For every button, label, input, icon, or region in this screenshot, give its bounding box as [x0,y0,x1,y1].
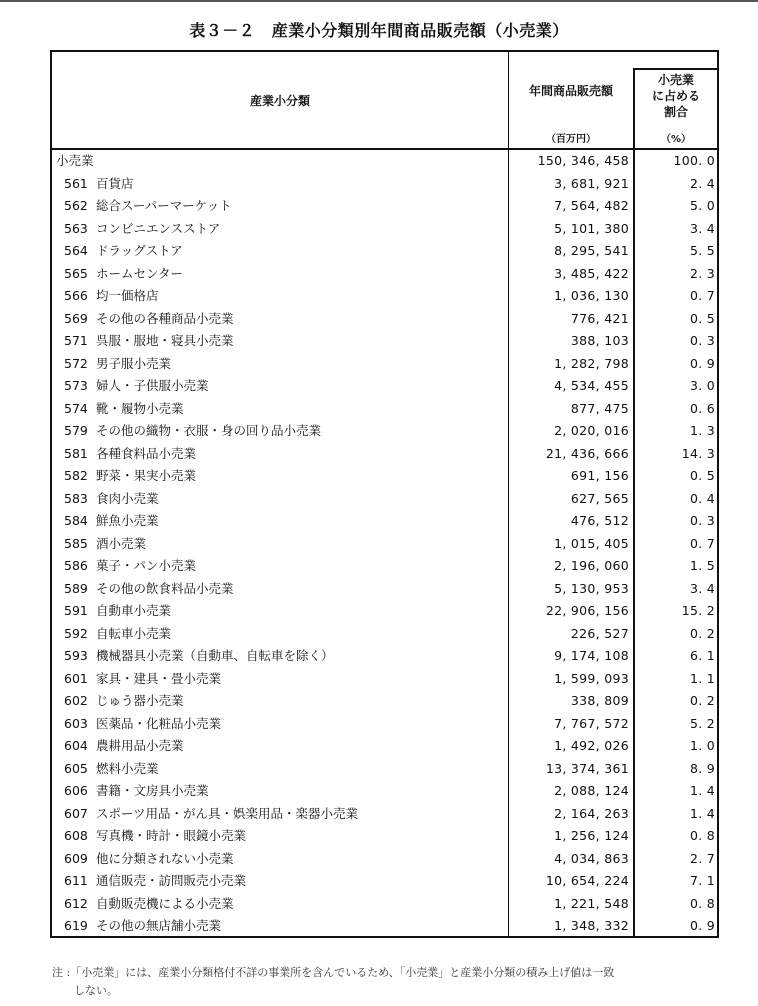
header-share [635,72,717,120]
row-name: 小売業 [56,153,94,168]
table-row [52,690,717,713]
table-row [52,465,717,488]
row-sales: 9, 174, 108 [554,648,629,663]
row-sales: 2, 164, 263 [554,805,629,821]
row-code: 579 [64,423,88,438]
row-code: 574 [64,400,88,416]
row-code: 584 [64,513,88,528]
table-header [52,52,717,150]
top-border [0,0,758,2]
row-share: 5. 2 [689,715,715,731]
row-sales: 5, 101, 380 [554,220,629,236]
row-sales: 13, 374, 361 [545,760,629,776]
table-row [52,555,717,578]
header-sales-unit: （百万円） [546,134,596,145]
row-share: 1. 4 [689,783,715,798]
row-code: 612 [64,895,88,911]
row-share: 0. 3 [689,333,715,348]
row-share: 0. 8 [689,828,715,843]
row-share: 6. 1 [689,648,715,663]
sales-table [50,50,719,938]
row-code: 562 [64,198,88,213]
row-name: 家具・建具・畳小売業 [96,670,222,686]
table-row [52,758,717,781]
row-code: 589 [64,580,88,596]
row-name: その他の各種商品小売業 [96,310,234,326]
row-name: ドラッグストア [96,243,183,258]
row-name: 呉服・服地・寝具小売業 [96,333,234,348]
row-sales: 22, 906, 156 [545,603,629,618]
header-sales: 年間商品販売額 [528,84,613,98]
row-sales: 388, 103 [570,333,629,348]
row-share: 2. 3 [689,265,715,281]
header-share-line2: に占める [651,89,700,103]
row-sales: 2, 088, 124 [554,783,629,798]
table-row [52,330,717,353]
row-sales: 150, 346, 458 [537,153,629,168]
row-name: 燃料小売業 [96,760,159,776]
table-row [52,735,717,758]
row-sales: 1, 492, 026 [554,738,629,753]
row-sales: 7, 564, 482 [554,198,629,213]
table-row [52,398,717,421]
header-category: 産業小分類 [249,94,310,108]
table-row [52,375,717,398]
row-sales: 21, 436, 666 [545,445,629,461]
row-name: その他の飲食料品小売業 [96,580,234,596]
row-code: 563 [64,220,88,236]
table-row [52,803,717,826]
row-code: 604 [64,738,88,753]
row-sales: 476, 512 [570,513,629,528]
table-row [52,353,717,376]
table-row [52,645,717,668]
row-share: 3. 4 [689,580,715,596]
table-row [52,848,717,871]
row-share: 14. 3 [681,445,715,461]
row-name: 男子服小売業 [96,355,172,371]
row-sales: 4, 034, 863 [554,850,629,866]
table-body [52,150,717,938]
row-share: 1. 1 [689,670,715,686]
row-share: 1. 4 [689,805,715,821]
row-share: 100. 0 [673,153,715,168]
row-share: 5. 5 [689,243,715,258]
row-sales: 2, 020, 016 [554,423,629,438]
row-code: 602 [64,693,88,708]
row-share: 3. 4 [689,220,715,236]
header-share-line3: 割合 [663,105,688,119]
table-row [52,623,717,646]
row-sales: 10, 654, 224 [545,873,629,888]
row-share: 5. 0 [689,198,715,213]
row-sales: 1, 282, 798 [554,355,629,371]
row-code: 586 [64,558,88,573]
row-code: 592 [64,625,88,641]
row-name: 百貨店 [96,175,134,191]
row-code: 608 [64,828,88,843]
row-code: 565 [64,265,88,281]
row-code: 601 [64,670,88,686]
row-code: 581 [64,445,88,461]
table-row [52,420,717,443]
row-code: 585 [64,535,88,551]
row-sales: 1, 256, 124 [554,828,629,843]
table-row [52,825,717,848]
row-sales: 3, 681, 921 [554,175,629,191]
row-name: 婦人・子供服小売業 [96,378,209,393]
table-row [52,240,717,263]
table-row-total [52,150,717,173]
row-name: 自転車小売業 [96,625,172,641]
table-row [52,488,717,511]
row-share: 15. 2 [681,603,715,618]
row-name: 鮮魚小売業 [96,513,159,528]
row-code: 603 [64,715,88,731]
row-name: 他に分類されない小売業 [96,850,234,866]
row-sales: 1, 348, 332 [554,918,629,933]
row-share: 0. 7 [689,288,715,303]
row-code: 564 [64,243,88,258]
row-sales: 7, 767, 572 [554,715,629,731]
row-name: 酒小売業 [96,535,147,551]
table-row [52,915,717,938]
row-code: 561 [64,175,88,191]
row-code: 619 [64,918,88,933]
row-code: 606 [64,783,88,798]
row-share: 0. 3 [689,513,715,528]
row-sales: 1, 599, 093 [554,670,629,686]
row-share: 0. 7 [689,535,715,551]
row-share: 1. 0 [689,738,715,753]
row-share: 2. 7 [689,850,715,866]
row-name: 自動車小売業 [96,603,172,618]
row-code: 572 [64,355,88,371]
row-code: 593 [64,648,88,663]
row-name: コンビニエンスストア [96,220,221,236]
row-sales: 1, 221, 548 [554,895,629,911]
table-row [52,173,717,196]
row-name: スポーツ用品・がん具・娯楽用品・楽器小売業 [96,805,359,821]
table-row [52,510,717,533]
table-row [52,780,717,803]
row-share: 0. 9 [689,355,715,371]
row-sales: 4, 534, 455 [554,378,629,393]
row-share: 1. 3 [689,423,715,438]
row-sales: 877, 475 [570,400,629,416]
table-row [52,578,717,601]
row-name: その他の無店舗小売業 [96,918,222,933]
header-share-line1: 小売業 [657,73,694,87]
footnote-line2: しない。 [74,984,118,997]
table-row [52,870,717,893]
footnote-line1: 注 :「小売業」には、産業小分類格付不詳の事業所を含んでいるため、「小売業」と産業小分類の積み上げ値は一致 [52,966,615,979]
row-code: 573 [64,378,88,393]
row-share: 8. 9 [689,760,715,776]
row-sales: 1, 015, 405 [554,535,629,551]
row-share: 2. 4 [689,175,715,191]
table-row [52,533,717,556]
row-name: 野菜・果実小売業 [96,468,197,483]
row-sales: 776, 421 [570,310,629,326]
row-name: 写真機・時計・眼鏡小売業 [96,828,247,843]
row-share: 0. 5 [689,310,715,326]
row-code: 591 [64,603,88,618]
table-row [52,195,717,218]
row-share: 1. 5 [689,558,715,573]
header-share-unit: （%） [660,134,692,145]
row-name: その他の織物・衣服・身の回り品小売業 [96,423,322,438]
row-code: 569 [64,310,88,326]
row-code: 609 [64,850,88,866]
table-row [52,893,717,916]
table-row [52,285,717,308]
row-code: 607 [64,805,88,821]
row-name: 均一価格店 [96,288,159,303]
row-sales: 338, 809 [570,693,629,708]
row-name: 書籍・文房具小売業 [96,783,209,798]
row-name: ホームセンター [96,265,184,281]
row-code: 611 [64,873,88,888]
row-share: 0. 2 [689,693,715,708]
row-sales: 226, 527 [570,625,629,641]
row-code: 571 [64,333,88,348]
header-divider [633,68,717,70]
row-share: 0. 4 [689,490,715,506]
row-name: 農耕用品小売業 [96,738,184,753]
row-share: 3. 0 [689,378,715,393]
row-share: 0. 9 [689,918,715,933]
row-share: 0. 6 [689,400,715,416]
row-sales: 2, 196, 060 [554,558,629,573]
row-name: 通信販売・訪問販売小売業 [96,873,247,888]
table-row [52,713,717,736]
row-sales: 1, 036, 130 [554,288,629,303]
row-code: 583 [64,490,88,506]
row-share: 0. 8 [689,895,715,911]
row-sales: 5, 130, 953 [554,580,629,596]
row-sales: 8, 295, 541 [554,243,629,258]
row-share: 0. 5 [689,468,715,483]
table-title: 表３－２ 産業小分類別年間商品販売額（小売業） [189,21,569,40]
table-row [52,263,717,286]
row-sales: 691, 156 [570,468,629,483]
row-name: 靴・履物小売業 [96,400,184,416]
row-name: 自動販売機による小売業 [96,895,234,911]
row-name: 各種食料品小売業 [96,445,197,461]
row-sales: 627, 565 [570,490,629,506]
row-name: 機械器具小売業（自動車、自転車を除く） [96,648,334,663]
row-share: 0. 2 [689,625,715,641]
row-name: 菓子・パン小売業 [96,558,197,573]
row-name: 総合スーパーマーケット [96,198,232,213]
table-row [52,443,717,466]
row-name: 医薬品・化粧品小売業 [96,715,222,731]
row-share: 7. 1 [689,873,715,888]
row-code: 605 [64,760,88,776]
row-code: 566 [64,288,88,303]
row-sales: 3, 485, 422 [554,265,629,281]
row-name: 食肉小売業 [96,490,159,506]
row-code: 582 [64,468,88,483]
table-row [52,668,717,691]
table-row [52,308,717,331]
table-row [52,600,717,623]
table-row [52,218,717,241]
row-name: じゅう器小売業 [96,693,184,708]
